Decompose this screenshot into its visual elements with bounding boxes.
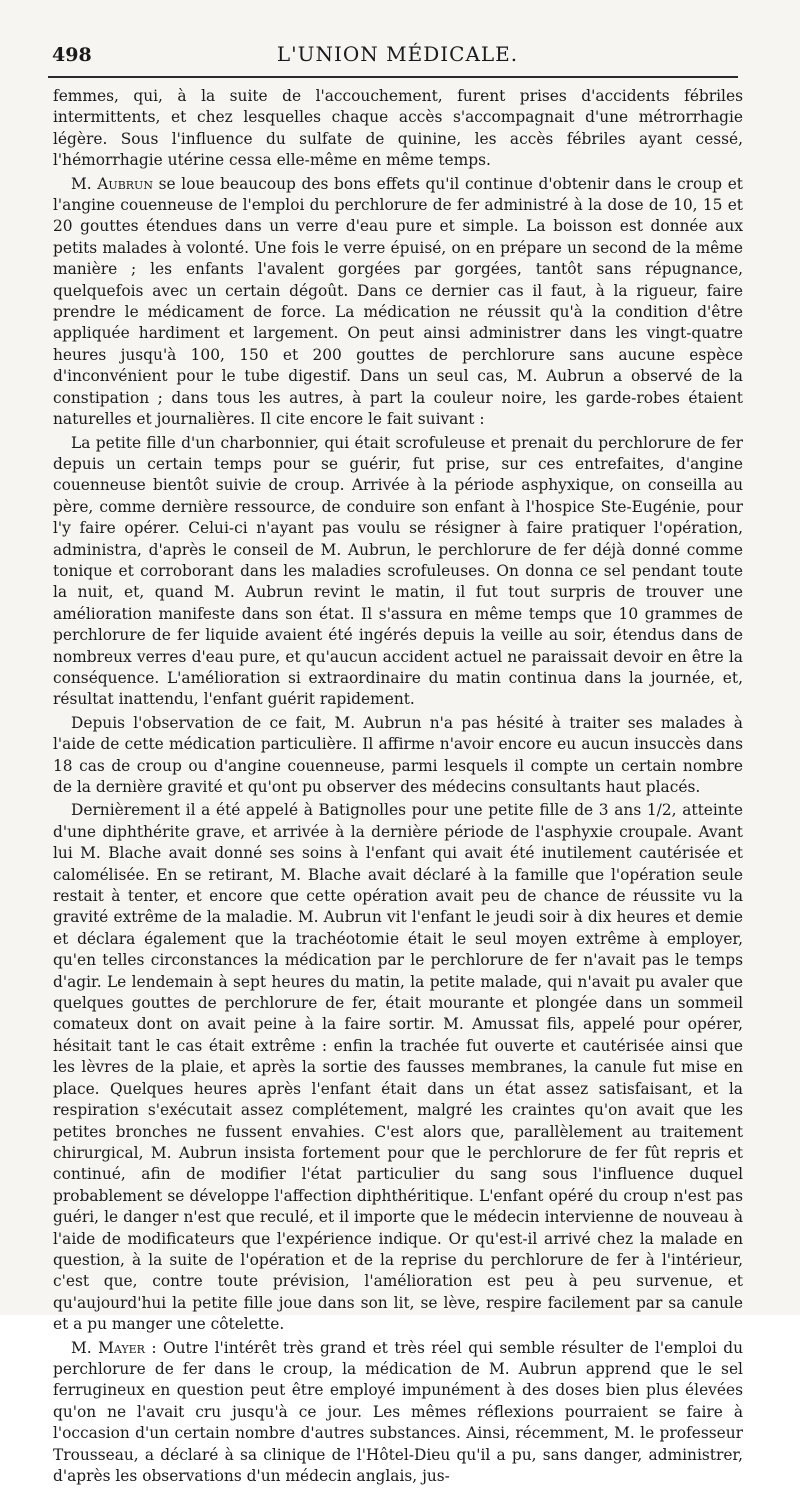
speaker-name: M. Mayer xyxy=(71,1338,145,1357)
running-title: L'UNION MÉDICALE. xyxy=(276,42,519,66)
paragraph xyxy=(53,800,743,1335)
paragraph xyxy=(53,433,743,711)
paragraph-text: se loue beaucoup des bons effets qu'il continue d'obtenir dans le croup et l'angine couenneuse de l'emploi du perchlorure de fer administré à la dose de 10, 15 et 20 gouttes étendues dans un verre d'eau pure et simple. La boisson est donnée aux petits malades à volonté. Une fois le verre épuisé, on en prépare un second de la même manière ; les enfants l'avalent gorgées par gorgées, tantôt sans répugnance, quelquefois avec un certain dégoût. Dans ce dernier cas il faut, à la rigueur, faire prendre le médicament de force. La médication ne réussit qu'à la condition d'être appliquée hardiment et largement. On peut ainsi administrer dans les vingt-quatre heures jusqu'à 100, 150 et 200 gouttes de perchlorure sans aucune espèce d'inconvénient pour le tube digestif. Dans un seul cas, M. Aubrun a observé de la constipation ; dans tous les autres, à part la couleur noire, les garde-robes étaient naturelles et journalières. Il cite encore le fait suivant : xyxy=(53,174,743,429)
speaker-name: M. Aubrun xyxy=(71,174,153,193)
paragraph xyxy=(53,713,743,799)
paragraph-text: femmes, qui, à la suite de l'accouchement, furent prises d'accidents fébriles intermittents, et chez lesquelles chaque accès s'accompagnait d'une métrorrhagie légère. Sous l'influence du sulfate de quinine, les accès fébriles ayant cessé, l'hémorrhagie utérine cessa elle-même en même temps. xyxy=(53,87,743,170)
body-text xyxy=(53,86,743,1489)
paragraph xyxy=(53,174,743,431)
paragraph-text: : Outre l'intérêt très grand et très réel qui semble résulter de l'emploi du perchlorure de fer dans le croup, la médication de M. Aubrun apprend que le sel ferrugineux en question peut être employé impunément à des doses bien plus élevées qu'on ne l'avait cru jusqu'à ce jour. Les mêmes réflexions pourraient se faire à l'occasion d'un certain nombre d'autres substances. Ainsi, récemment, M. le professeur Trousseau, a déclaré à sa clinique de l'Hôtel-Dieu qu'il a pu, sans danger, administrer, d'après les observations d'un médecin anglais, jus- xyxy=(53,1338,744,1485)
paragraph xyxy=(53,86,743,172)
header-rule xyxy=(48,76,738,78)
page-number: 498 xyxy=(52,44,92,66)
paragraph-text: Depuis l'observation de ce fait, M. Aubrun n'a pas hésité à traiter ses malades à l'aide de cette médication particulière. Il affirme n'avoir encore eu aucun insuccès dans 18 cas de croup ou d'angine couenneuse, parmi lesquels il compte un certain nombre de la dernière gravité et qu'ont pu observer des médecins consultants haut placés. xyxy=(53,713,743,796)
page-header xyxy=(40,38,755,72)
paragraph-text: La petite fille d'un charbonnier, qui était scrofuleuse et prenait du perchlorure de fer depuis un certain temps pour se guérir, fut prise, sur ces entrefaites, d'angine couenneuse bientôt suivie de croup. Arrivée à la période asphyxique, on conseilla au père, comme dernière ressource, de conduire son enfant à l'hospice Ste-Eugénie, pour l'y faire opérer. Celui-ci n'ayant pas voulu se résigner à faire pratiquer l'opération, administra, d'après le conseil de M. Aubrun, le perchlorure de fer déjà donné comme tonique et corroborant dans les maladies scrofuleuses. On donna ce sel pendant toute la nuit, et, quand M. Aubrun revint le matin, il fut tout surpris de trouver une amélioration manifeste dans son état. Il s'assura en même temps que 10 grammes de perchlorure de fer liquide avaient été ingérés depuis la veille au soir, étendus dans de nombreux verres d'eau pure, et qu'aucun accident actuel ne paraissait devoir en être la conséquence. L'amélioration si extraordinaire du matin continua dans la journée, et, résultat inattendu, l'enfant guérit rapidement. xyxy=(53,433,743,709)
paragraph-text: Dernièrement il a été appelé à Batignolles pour une petite fille de 3 ans 1/2, atteinte d'une diphthérite grave, et arrivée à la dernière période de l'asphyxie croupale. Avant lui M. Blache avait donné ses soins à l'enfant qui avait été inutilement cautérisée et calomélisée. En se retirant, M. Blache avait déclaré à la famille que l'opération seule restait à tenter, et encore que cette opération avait peu de chance de réussite vu la gravité extrême de la maladie. M. Aubrun vit l'enfant le jeudi soir à dix heures et demie et déclara également que la trachéotomie était le seul moyen extrême à employer, qu'en telles circonstances la médication par le perchlorure de fer n'avait pas le temps d'agir. Le lendemain à sept heures du matin, la petite malade, qui n'avait pu avaler que quelques gouttes de perchlorure de fer, était mourante et plongée dans un sommeil comateux dont on avait peine à la faire sortir. M. Amussat fils, appelé pour opérer, hésitait tant le cas était extrême : enfin la trachée fut ouverte et cautérisée ainsi que les lèvres de la plaie, et après la sortie des fausses membranes, la canule fut mise en place. Quelques heures après l'enfant était dans un état assez satisfaisant, et la respiration s'exécutait assez complétement, malgré les craintes qu'on avait que les petites bronches ne fussent envahies. C'est alors que, parallèlement au traitement chirurgical, M. Aubrun insista fortement pour que le perchlorure de fer fût repris et continué, afin de modifier l'état particulier du sang sous l'influence duquel probablement se développe l'affection diphthéritique. L'enfant opéré du croup n'est pas guéri, le danger n'est que reculé, et il importe que le médecin intervienne de nouveau à l'aide de modificateurs que l'expérience indique. Or qu'est-il arrivé chez la malade en question, à la suite de l'opération et de la reprise du perchlorure de fer à l'intérieur, c'est que, contre toute prévision, l'amélioration est peu à peu survenue, et qu'aujourd'hui la petite fille joue dans son lit, se lève, respire facilement par sa canule et a pu manger une côtelette. xyxy=(53,801,743,1334)
paragraph xyxy=(53,1338,743,1488)
